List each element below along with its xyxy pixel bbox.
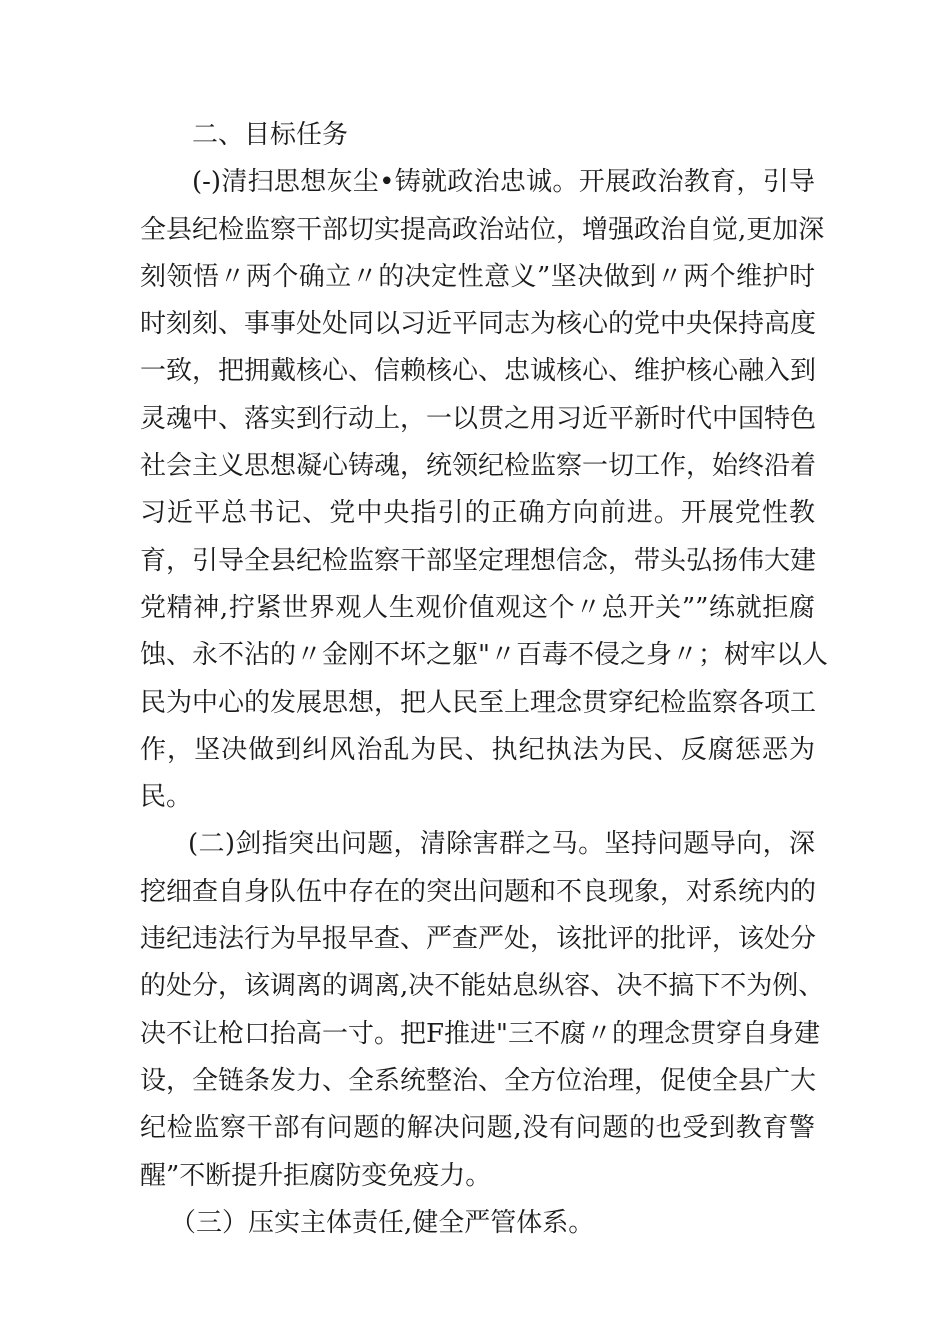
paragraph-1-line: (-)清扫思想灰尘•铸就政治忠诚。开展政治教育，引导: [192, 167, 815, 198]
paragraph-2-line: (二)剑指突出问题，清除害群之马。坚持问题导向，深: [188, 829, 815, 860]
paragraph-2-line: 醒”不断提升拒腐防变免疫力。: [140, 1160, 492, 1191]
paragraph-1-line: 党精神,拧紧世界观人生观价值观这个〃总开关””练就拒腐: [140, 592, 815, 623]
paragraph-2-line: 决不让枪口抬高一寸。把F推进"三不腐〃的理念贯穿自身建: [140, 1018, 820, 1049]
paragraph-1-line: 蚀、永不沾的〃金刚不坏之躯"〃百毒不侵之身〃；树牢以人: [140, 640, 828, 671]
document-body: [140, 112, 828, 1247]
paragraph-2-line: 的处分，该调离的调离,决不能姑息纵容、决不搞下不为例、: [140, 971, 825, 1002]
paragraph-1-line: 时刻刻、事事处处同以习近平同志为核心的党中央保持高度: [140, 309, 817, 340]
paragraph-1-line: 灵魂中、落实到行动上，一以贯之用习近平新时代中国特色: [140, 403, 817, 434]
paragraph-1-line: 民为中心的发展思想，把人民至上理念贯穿纪检监察各项工: [140, 687, 817, 718]
paragraph-1-line: 习近平总书记、党中央指引的正确方向前进。开展党性教: [140, 498, 815, 529]
paragraph-2-line: 挖细查自身队伍中存在的突出问题和不良现象，对系统内的: [140, 876, 817, 907]
paragraph-3-heading: （三）压实主体责任,健全严管体系。: [170, 1207, 595, 1238]
paragraph-1-line: 育，引导全县纪检监察干部坚定理想信念，带头弘扬伟大建: [140, 545, 817, 576]
section-heading: 二、目标任务: [192, 120, 349, 150]
paragraph-2-line: 违纪违法行为早报早查、严查严处，该批评的批评，该处分: [140, 924, 817, 955]
paragraph-1-line: 一致，把拥戴核心、信赖核心、忠诚核心、维护核心融入到: [140, 356, 817, 387]
paragraph-2-line: 设，全链条发力、全系统整治、全方位治理，促使全县广大: [140, 1065, 817, 1096]
paragraph-1-line: 作，坚决做到纠风治乱为民、执纪执法为民、反腐惩恶为: [140, 734, 815, 765]
paragraph-1-line: 民。: [140, 782, 193, 813]
paragraph-1-line: 社会主义思想凝心铸魂，统领纪检监察一切工作，始终沿着: [140, 451, 817, 482]
paragraph-1-line: 刻领悟〃两个确立〃的决定性意义”坚决做到〃两个维护时: [140, 261, 815, 292]
paragraph-1-line: 全县纪检监察干部切实提高政治站位，增强政治自觉,更加深: [140, 214, 825, 245]
paragraph-2-line: 纪检监察干部有问题的解决问题,没有问题的也受到教育警: [140, 1113, 815, 1144]
